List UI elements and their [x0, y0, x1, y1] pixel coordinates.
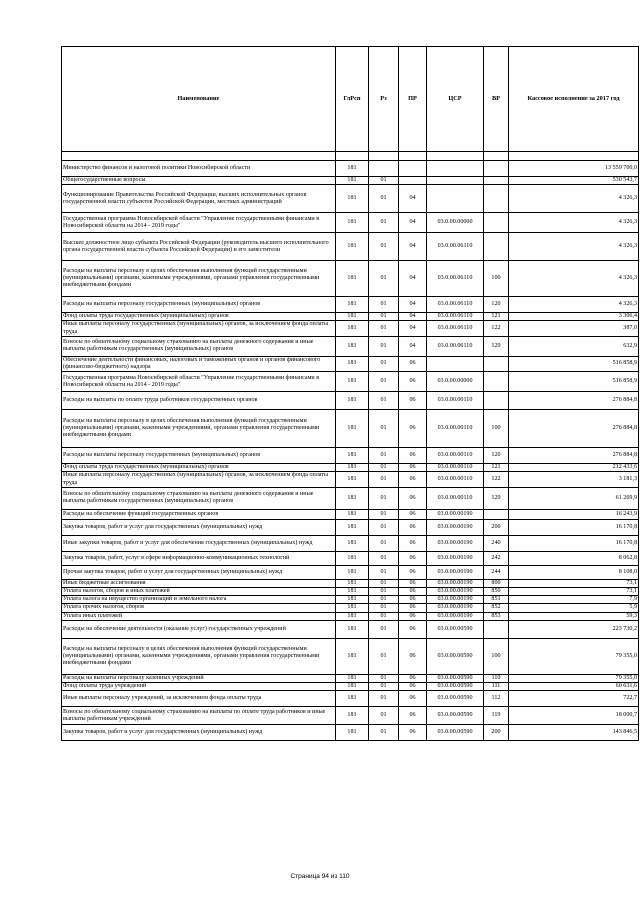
cell-rz: 01 [369, 579, 399, 587]
cell-vr [484, 177, 509, 185]
cell-pr: 06 [399, 392, 427, 410]
cell-name: Расходы на обеспечение функций государственных органов [62, 509, 336, 519]
cell-glrsp: 181 [336, 519, 369, 535]
cell-amount: 143 846,5 [509, 725, 639, 741]
table-row [62, 604, 639, 612]
table-row [62, 336, 639, 356]
cell-amount: 73,1 [509, 579, 639, 587]
cell-amount: 18 000,7 [509, 707, 639, 725]
cell-csr: 03.0.00.00590 [427, 707, 484, 725]
table-row [62, 297, 639, 313]
cell-vr [484, 620, 509, 638]
cell-vr [484, 213, 509, 233]
cell-glrsp: 181 [336, 177, 369, 185]
cell-csr: 03.0.00.00190 [427, 565, 484, 579]
cell-name: Расходы на выплаты персоналу государственных (муниципальных) органов [62, 448, 336, 464]
cell-glrsp: 181 [336, 674, 369, 682]
cell-rz: 01 [369, 535, 399, 551]
cell-glrsp: 181 [336, 464, 369, 472]
cell-csr: 03.0.00.00590 [427, 638, 484, 674]
cell-vr: 100 [484, 261, 509, 297]
cell-pr: 06 [399, 579, 427, 587]
cell-glrsp: 181 [336, 185, 369, 213]
cell-amount: 16 243,9 [509, 509, 639, 519]
table-row [62, 620, 639, 638]
cell-glrsp: 181 [336, 233, 369, 261]
cell-rz: 01 [369, 233, 399, 261]
cell-name: Расходы на выплаты персоналу в целях обеспечения выполнения функций государственными (муниципальными) органами, казенными учреждениями, органами управления государственными внебюджетными фондами [62, 410, 336, 448]
cell-vr [484, 356, 509, 371]
table-row [62, 261, 639, 297]
cell-glrsp: 181 [336, 535, 369, 551]
table-row [62, 185, 639, 213]
cell-csr: 03.0.00.00190 [427, 588, 484, 596]
cell-rz: 01 [369, 674, 399, 682]
cell-name: Уплата иных платежей [62, 612, 336, 620]
cell-csr: 03.0.00.06110 [427, 336, 484, 356]
cell-csr: 03.0.00.00190 [427, 596, 484, 604]
table-row [62, 519, 639, 535]
cell-glrsp: 181 [336, 596, 369, 604]
header-amount: Кассовое исполнение за 2017 год [509, 47, 639, 152]
cell-name: Высшее должностное лицо субъекта Российской Федерации (руководитель высшего исполнительного органа государственной власти субъекта Российской Федерации) и его заместители [62, 233, 336, 261]
cell-vr: 850 [484, 588, 509, 596]
cell-name: Государственная программа Новосибирской области "Управление государственными финансами в Новосибирской области на 2014 - 2019 годы" [62, 213, 336, 233]
cell-vr: 242 [484, 551, 509, 565]
cell-glrsp: 181 [336, 509, 369, 519]
cell-csr: 03.0.00.00110 [427, 487, 484, 509]
cell-csr: 03.0.00.00190 [427, 519, 484, 535]
cell-csr [427, 177, 484, 185]
cell-csr: 03.0.00.00110 [427, 448, 484, 464]
cell-name: Обеспечение деятельности финансовых, налоговых и таможенных органов и органов финансового (финансово-бюджетного) надзора [62, 356, 336, 371]
table-row [62, 535, 639, 551]
cell-glrsp: 181 [336, 213, 369, 233]
cell-rz: 01 [369, 683, 399, 691]
table-row [62, 233, 639, 261]
cell-amount: 3 306,4 [509, 313, 639, 321]
table-row [62, 472, 639, 487]
cell-pr: 04 [399, 213, 427, 233]
table-body [62, 161, 639, 741]
cell-csr: 03.0.00.06110 [427, 297, 484, 313]
cell-vr: 129 [484, 336, 509, 356]
cell-csr: 03.0.00.00190 [427, 535, 484, 551]
cell-name: Закупка товаров, работ, услуг в сфере информационно-коммуникационных технологий [62, 551, 336, 565]
cell-csr: 03.0.00.00190 [427, 579, 484, 587]
cell-glrsp: 181 [336, 725, 369, 741]
cell-glrsp: 181 [336, 392, 369, 410]
cell-name: Министерство финансов и налоговой политики Новосибирской области [62, 161, 336, 177]
cell-pr: 06 [399, 509, 427, 519]
cell-rz: 01 [369, 472, 399, 487]
table-row [62, 487, 639, 509]
cell-rz: 01 [369, 410, 399, 448]
cell-amount: 8 108,0 [509, 565, 639, 579]
cell-csr: 03.0.00.06110 [427, 313, 484, 321]
cell-pr: 04 [399, 321, 427, 336]
cell-vr: 851 [484, 596, 509, 604]
cell-pr: 06 [399, 356, 427, 371]
header-pr: ПР [399, 47, 427, 152]
cell-name: Взносы по обязательному социальному страхованию на выплаты денежного содержания и иные выплаты работникам государственных (муниципальных) органов [62, 336, 336, 356]
cell-name: Общегосударственные вопросы [62, 177, 336, 185]
cell-vr: 122 [484, 472, 509, 487]
cell-vr: 853 [484, 612, 509, 620]
cell-glrsp: 181 [336, 565, 369, 579]
cell-vr: 100 [484, 410, 509, 448]
cell-amount: 223 730,2 [509, 620, 639, 638]
cell-csr: 03.0.00.00590 [427, 691, 484, 707]
cell-pr: 06 [399, 448, 427, 464]
cell-pr: 06 [399, 372, 427, 392]
table-row [62, 565, 639, 579]
table-row [62, 674, 639, 682]
cell-rz: 01 [369, 297, 399, 313]
table-row [62, 410, 639, 448]
table-row [62, 177, 639, 185]
cell-rz: 01 [369, 464, 399, 472]
table-row [62, 464, 639, 472]
cell-glrsp: 181 [336, 683, 369, 691]
table-header-row [62, 47, 639, 152]
cell-csr: 03.0.00.00590 [427, 620, 484, 638]
cell-rz: 01 [369, 691, 399, 707]
cell-pr: 06 [399, 472, 427, 487]
cell-csr: 03.0.00.06110 [427, 321, 484, 336]
cell-amount: 16 170,8 [509, 519, 639, 535]
cell-amount: 530 543,7 [509, 177, 639, 185]
cell-rz: 01 [369, 185, 399, 213]
cell-pr: 06 [399, 674, 427, 682]
table-row [62, 313, 639, 321]
cell-pr: 06 [399, 596, 427, 604]
cell-rz: 01 [369, 487, 399, 509]
cell-name: Уплата прочих налогов, сборов [62, 604, 336, 612]
cell-csr: 03.0.00.00190 [427, 509, 484, 519]
cell-amount: 3 181,3 [509, 472, 639, 487]
cell-rz: 01 [369, 356, 399, 371]
cell-pr: 06 [399, 588, 427, 596]
cell-name: Расходы на выплаты персоналу государственных (муниципальных) органов [62, 297, 336, 313]
cell-pr: 04 [399, 336, 427, 356]
cell-vr: 129 [484, 487, 509, 509]
cell-pr: 06 [399, 638, 427, 674]
cell-pr: 06 [399, 565, 427, 579]
cell-glrsp: 181 [336, 372, 369, 392]
cell-vr: 110 [484, 674, 509, 682]
cell-name: Расходы на обеспечение деятельности (оказание услуг) государственных учреждений [62, 620, 336, 638]
cell-vr: 852 [484, 604, 509, 612]
cell-csr: 03.0.00.00110 [427, 392, 484, 410]
cell-pr: 06 [399, 519, 427, 535]
cell-rz: 01 [369, 313, 399, 321]
cell-pr: 06 [399, 464, 427, 472]
table-row [62, 448, 639, 464]
cell-amount: 4 326,3 [509, 213, 639, 233]
cell-amount: 4 326,3 [509, 261, 639, 297]
cell-pr: 06 [399, 612, 427, 620]
cell-glrsp: 181 [336, 612, 369, 620]
header-glrsp: ГлРсп [336, 47, 369, 152]
cell-glrsp: 181 [336, 410, 369, 448]
cell-vr [484, 161, 509, 177]
cell-rz: 01 [369, 565, 399, 579]
cell-pr: 06 [399, 707, 427, 725]
table-row [62, 588, 639, 596]
cell-glrsp: 181 [336, 691, 369, 707]
cell-name: Фонд оплаты труда государственных (муниципальных) органов [62, 313, 336, 321]
cell-pr: 06 [399, 620, 427, 638]
cell-rz: 01 [369, 177, 399, 185]
cell-name: Иные выплаты персоналу государственных (муниципальных) органов, за исключением фонда оплаты труда [62, 321, 336, 336]
cell-name: Государственная программа Новосибирской области "Управление государственными финансами в Новосибирской области на 2014 - 2019 годы" [62, 372, 336, 392]
cell-glrsp: 181 [336, 261, 369, 297]
cell-glrsp: 181 [336, 588, 369, 596]
cell-csr [427, 356, 484, 371]
cell-glrsp: 181 [336, 707, 369, 725]
cell-csr: 03.0.00.00190 [427, 551, 484, 565]
cell-amount: 79 355,0 [509, 674, 639, 682]
cell-name: Функционирование Правительства Российской Федерации, высших исполнительных органов государственной власти субъектов Российской Федерации, местных администраций [62, 185, 336, 213]
cell-vr: 100 [484, 638, 509, 674]
cell-name: Фонд оплаты труда учреждений [62, 683, 336, 691]
cell-vr: 120 [484, 448, 509, 464]
cell-pr: 04 [399, 313, 427, 321]
cell-glrsp: 181 [336, 551, 369, 565]
cell-amount: 387,0 [509, 321, 639, 336]
table-row [62, 509, 639, 519]
cell-glrsp: 181 [336, 472, 369, 487]
table-row [62, 725, 639, 741]
header-rz: Рз [369, 47, 399, 152]
cell-rz: 01 [369, 638, 399, 674]
table-row [62, 596, 639, 604]
cell-csr: 03.0.00.00590 [427, 683, 484, 691]
cell-pr: 04 [399, 261, 427, 297]
cell-vr: 120 [484, 297, 509, 313]
cell-name: Уплата налогов, сборов и иных платежей [62, 588, 336, 596]
cell-amount: 8 062,8 [509, 551, 639, 565]
cell-glrsp: 181 [336, 313, 369, 321]
cell-amount: 73,1 [509, 588, 639, 596]
cell-name: Расходы на выплаты персоналу в целях обеспечения выполнения функций государственными (муниципальными) органами, казенными учреждениями, органами управления государственными внебюджетными фондами [62, 261, 336, 297]
cell-rz [369, 161, 399, 177]
header-vr: ВР [484, 47, 509, 152]
cell-name: Расходы на выплаты персоналу казенных учреждений [62, 674, 336, 682]
cell-pr: 06 [399, 725, 427, 741]
cell-csr: 03.0.00.00110 [427, 472, 484, 487]
header-spacer-row [62, 152, 639, 161]
cell-vr: 200 [484, 519, 509, 535]
cell-amount: 4 326,3 [509, 297, 639, 313]
cell-rz: 01 [369, 620, 399, 638]
cell-name: Закупка товаров, работ и услуг для государственных (муниципальных) нужд [62, 519, 336, 535]
cell-pr: 06 [399, 551, 427, 565]
cell-pr: 04 [399, 233, 427, 261]
page-number: Страница 94 из 110 [290, 873, 350, 880]
cell-name: Уплата налога на имущество организаций и земельного налога [62, 596, 336, 604]
cell-vr: 240 [484, 535, 509, 551]
cell-amount: 276 884,8 [509, 448, 639, 464]
cell-name: Иные выплаты персоналу государственных (муниципальных) органов, за исключением фонда оплаты труда [62, 472, 336, 487]
cell-vr [484, 509, 509, 519]
cell-amount: 516 858,9 [509, 356, 639, 371]
cell-rz: 01 [369, 725, 399, 741]
cell-vr: 121 [484, 464, 509, 472]
cell-glrsp: 181 [336, 638, 369, 674]
budget-execution-table [61, 46, 639, 741]
table-row [62, 691, 639, 707]
cell-name: Взносы по обязательному социальному страхованию на выплаты по оплате труда работников и иные выплаты работникам учреждений [62, 707, 336, 725]
cell-glrsp: 181 [336, 487, 369, 509]
cell-rz: 01 [369, 336, 399, 356]
cell-vr: 112 [484, 691, 509, 707]
table-row [62, 707, 639, 725]
cell-csr: 03.0.00.06110 [427, 261, 484, 297]
cell-csr: 03.0.00.06110 [427, 233, 484, 261]
cell-name: Расходы на выплаты персоналу в целях обеспечения выполнения функций государственными (муниципальными) органами, казенными учреждениями, органами управления государственными внебюджетными фондами [62, 638, 336, 674]
header-csr: ЦСР [427, 47, 484, 152]
cell-vr: 800 [484, 579, 509, 587]
cell-vr: 111 [484, 683, 509, 691]
table-row [62, 551, 639, 565]
cell-csr: 03.0.00.00000 [427, 213, 484, 233]
cell-vr: 121 [484, 313, 509, 321]
cell-rz: 01 [369, 392, 399, 410]
cell-rz: 01 [369, 261, 399, 297]
cell-rz: 01 [369, 588, 399, 596]
cell-pr: 04 [399, 185, 427, 213]
cell-rz: 01 [369, 612, 399, 620]
table-row [62, 213, 639, 233]
cell-amount: 4 326,3 [509, 185, 639, 213]
cell-rz: 01 [369, 551, 399, 565]
cell-rz: 01 [369, 604, 399, 612]
cell-csr: 03.0.00.00590 [427, 674, 484, 682]
cell-vr: 244 [484, 565, 509, 579]
table-row [62, 321, 639, 336]
cell-amount: 212 433,6 [509, 464, 639, 472]
cell-rz: 01 [369, 213, 399, 233]
cell-amount: 7,9 [509, 596, 639, 604]
table-row [62, 579, 639, 587]
cell-amount: 5,9 [509, 604, 639, 612]
cell-glrsp: 181 [336, 336, 369, 356]
cell-csr: 03.0.00.00190 [427, 612, 484, 620]
cell-csr: 03.0.00.00110 [427, 464, 484, 472]
cell-amount: 276 884,8 [509, 410, 639, 448]
cell-pr: 06 [399, 535, 427, 551]
cell-csr [427, 161, 484, 177]
cell-name: Иные выплаты персоналу учреждений, за исключением фонда оплаты труда [62, 691, 336, 707]
table-row [62, 683, 639, 691]
cell-rz: 01 [369, 372, 399, 392]
table-row [62, 392, 639, 410]
cell-pr: 06 [399, 691, 427, 707]
cell-vr [484, 185, 509, 213]
cell-glrsp: 181 [336, 356, 369, 371]
cell-glrsp: 181 [336, 620, 369, 638]
cell-csr: 03.0.00.00110 [427, 410, 484, 448]
cell-glrsp: 181 [336, 448, 369, 464]
table-row [62, 638, 639, 674]
cell-name: Иные бюджетные ассигнования [62, 579, 336, 587]
cell-amount: 16 170,8 [509, 535, 639, 551]
cell-csr [427, 185, 484, 213]
cell-pr: 06 [399, 683, 427, 691]
cell-vr: 122 [484, 321, 509, 336]
cell-name: Фонд оплаты труда государственных (муниципальных) органов [62, 464, 336, 472]
table-row [62, 356, 639, 371]
cell-amount: 59,3 [509, 612, 639, 620]
cell-glrsp: 181 [336, 161, 369, 177]
cell-amount: 632,9 [509, 336, 639, 356]
cell-amount: 13 559 700,0 [509, 161, 639, 177]
cell-vr: 200 [484, 725, 509, 741]
cell-csr: 03.0.00.00000 [427, 372, 484, 392]
cell-name: Иные закупки товаров, работ и услуг для обеспечения государственных (муниципальных) нужд [62, 535, 336, 551]
table-row [62, 161, 639, 177]
cell-rz: 01 [369, 519, 399, 535]
cell-name: Расходы на выплаты по оплате труда работников государственных органов [62, 392, 336, 410]
cell-amount: 276 884,8 [509, 392, 639, 410]
header-name: Наименование [62, 47, 336, 152]
cell-rz: 01 [369, 509, 399, 519]
cell-rz: 01 [369, 707, 399, 725]
cell-glrsp: 181 [336, 604, 369, 612]
table-row [62, 612, 639, 620]
table-row [62, 372, 639, 392]
cell-vr [484, 372, 509, 392]
cell-pr: 06 [399, 604, 427, 612]
cell-amount: 60 631,6 [509, 683, 639, 691]
cell-csr: 03.0.00.00590 [427, 725, 484, 741]
cell-glrsp: 181 [336, 579, 369, 587]
cell-amount: 61 269,9 [509, 487, 639, 509]
cell-amount: 516 858,9 [509, 372, 639, 392]
cell-pr: 04 [399, 297, 427, 313]
cell-pr: 06 [399, 410, 427, 448]
cell-pr [399, 161, 427, 177]
cell-name: Закупка товаров, работ и услуг для государственных (муниципальных) нужд [62, 725, 336, 741]
cell-amount: 722,7 [509, 691, 639, 707]
cell-glrsp: 181 [336, 321, 369, 336]
cell-amount: 4 326,3 [509, 233, 639, 261]
cell-rz: 01 [369, 321, 399, 336]
cell-vr: 119 [484, 707, 509, 725]
cell-vr [484, 392, 509, 410]
cell-csr: 03.0.00.00190 [427, 604, 484, 612]
cell-name: Взносы по обязательному социальному страхованию на выплаты денежного содержания и иные выплаты работникам государственных (муниципальных) органов [62, 487, 336, 509]
cell-amount: 79 355,0 [509, 638, 639, 674]
cell-pr: 06 [399, 487, 427, 509]
cell-glrsp: 181 [336, 297, 369, 313]
cell-name: Прочая закупка товаров, работ и услуг для государственных (муниципальных) нужд [62, 565, 336, 579]
cell-rz: 01 [369, 596, 399, 604]
cell-pr [399, 177, 427, 185]
cell-vr [484, 233, 509, 261]
cell-rz: 01 [369, 448, 399, 464]
